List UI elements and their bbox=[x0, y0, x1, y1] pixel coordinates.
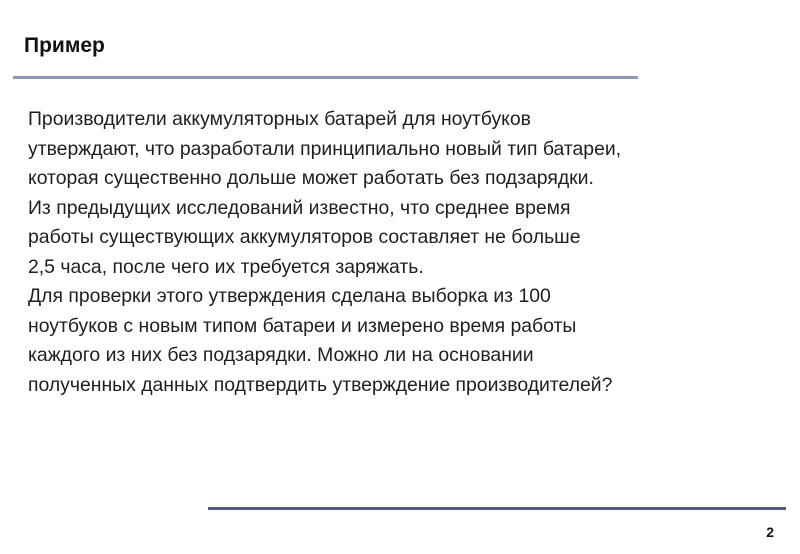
body-line: ноутбуков с новым типом батареи и измерено время работы bbox=[28, 314, 577, 337]
title-divider bbox=[13, 76, 638, 79]
slide-title: Пример bbox=[24, 34, 105, 57]
footer-divider bbox=[208, 507, 786, 510]
body-line: Производители аккумуляторных батарей для ноутбуков bbox=[28, 108, 531, 130]
body-line: каждого из них без подзарядки. Можно ли на основании bbox=[28, 344, 534, 366]
body-line: Из предыдущих исследований известно, что среднее время bbox=[28, 196, 571, 219]
body-line: работы существующих аккумуляторов составляет не больше bbox=[28, 226, 581, 248]
body-line: утверждают, что разработали принципиально новый тип батареи, bbox=[28, 137, 622, 160]
body-line: полученных данных подтвердить утверждение производителей? bbox=[28, 373, 613, 396]
slide-body bbox=[28, 105, 798, 400]
body-line: Для проверки этого утверждения сделана выборка из 100 bbox=[28, 285, 551, 307]
body-line: которая существенно дольше может работать без подзарядки. bbox=[28, 167, 594, 189]
page-number: 2 bbox=[766, 524, 774, 540]
body-line: 2,5 часа, после чего их требуется заряжать. bbox=[28, 255, 424, 278]
